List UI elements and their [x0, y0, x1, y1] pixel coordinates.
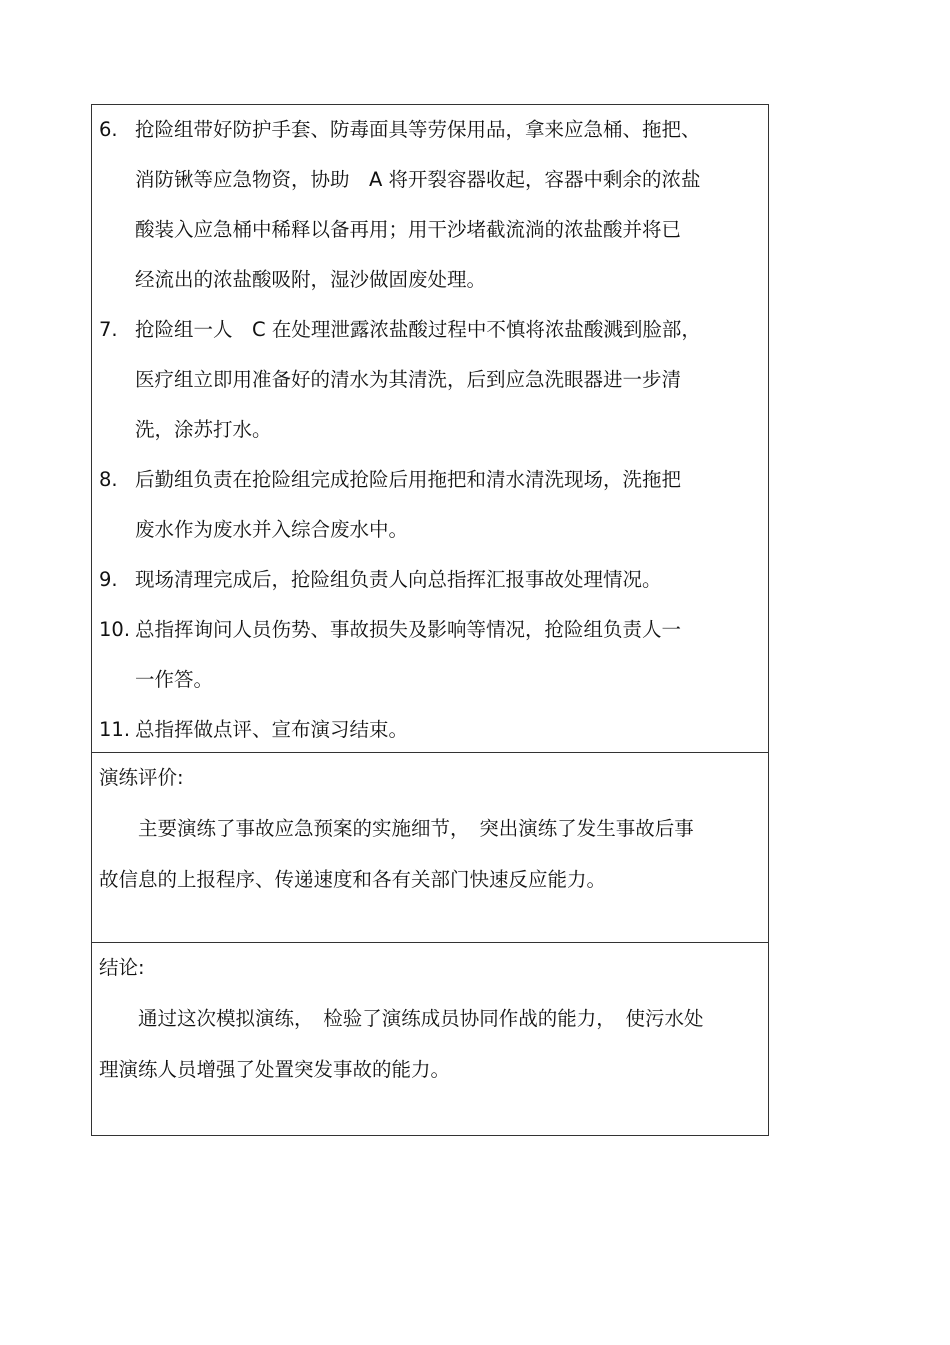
document-table — [91, 104, 769, 1136]
step-line: 洗，涂苏打水。 — [135, 418, 272, 441]
step-text — [135, 705, 768, 755]
step-line: 后勤组负责在抢险组完成抢险后用拖把和清水清洗现场，洗拖把 — [135, 468, 682, 491]
conclusion-heading: 结论: — [99, 956, 145, 979]
step-number: 10. — [99, 618, 131, 641]
step-text — [135, 105, 768, 305]
step-item-10 — [92, 605, 768, 705]
step-line: 现场清理完成后，抢险组负责人向总指挥汇报事故处理情况。 — [135, 568, 662, 591]
step-number: 7. — [99, 318, 118, 341]
step-item-8 — [92, 455, 768, 555]
step-line: 抢险组一人 C 在处理泄露浓盐酸过程中不慎将浓盐酸溅到脸部， — [135, 318, 701, 341]
steps-list — [92, 105, 768, 755]
step-text — [135, 305, 768, 455]
step-text — [135, 605, 768, 705]
step-line: 酸装入应急桶中稀释以备再用；用干沙堵截流淌的浓盐酸并将已 — [135, 218, 682, 241]
step-line: 抢险组带好防护手套、防毒面具等劳保用品，拿来应急桶、拖把、 — [135, 118, 701, 141]
evaluation-line: 主要演练了事故应急预案的实施细节， 突出演练了发生事故后事 — [99, 817, 694, 840]
step-line: 经流出的浓盐酸吸附，湿沙做固废处理。 — [135, 268, 487, 291]
step-number: 11. — [99, 718, 131, 741]
step-item-6 — [92, 105, 768, 305]
step-line: 一作答。 — [135, 668, 214, 691]
step-number: 9. — [99, 568, 118, 591]
step-text — [135, 555, 768, 605]
step-item-9 — [92, 555, 768, 605]
evaluation-heading: 演练评价: — [99, 766, 184, 789]
conclusion-section — [92, 943, 768, 1135]
conclusion-line: 理演练人员增强了处置突发事故的能力。 — [99, 1058, 451, 1081]
evaluation-line: 故信息的上报程序、传递速度和各有关部门快速反应能力。 — [99, 868, 607, 891]
step-item-11 — [92, 705, 768, 755]
step-line: 总指挥询问人员伤势、事故损失及影响等情况，抢险组负责人一 — [135, 618, 682, 641]
step-line: 消防锹等应急物资，协助 A 将开裂容器收起，容器中剩余的浓盐 — [135, 168, 701, 191]
step-item-7 — [92, 305, 768, 455]
step-line: 总指挥做点评、宣布演习结束。 — [135, 718, 409, 741]
evaluation-body — [92, 803, 768, 905]
evaluation-section — [92, 753, 768, 943]
steps-section — [92, 105, 768, 753]
step-number: 6. — [99, 118, 118, 141]
step-number: 8. — [99, 468, 118, 491]
conclusion-line: 通过这次模拟演练， 检验了演练成员协同作战的能力， 使污水处 — [99, 1007, 704, 1030]
step-line: 医疗组立即用准备好的清水为其清洗，后到应急洗眼器进一步清 — [135, 368, 682, 391]
conclusion-body — [92, 993, 768, 1095]
step-line: 废水作为废水并入综合废水中。 — [135, 518, 409, 541]
step-text — [135, 455, 768, 555]
